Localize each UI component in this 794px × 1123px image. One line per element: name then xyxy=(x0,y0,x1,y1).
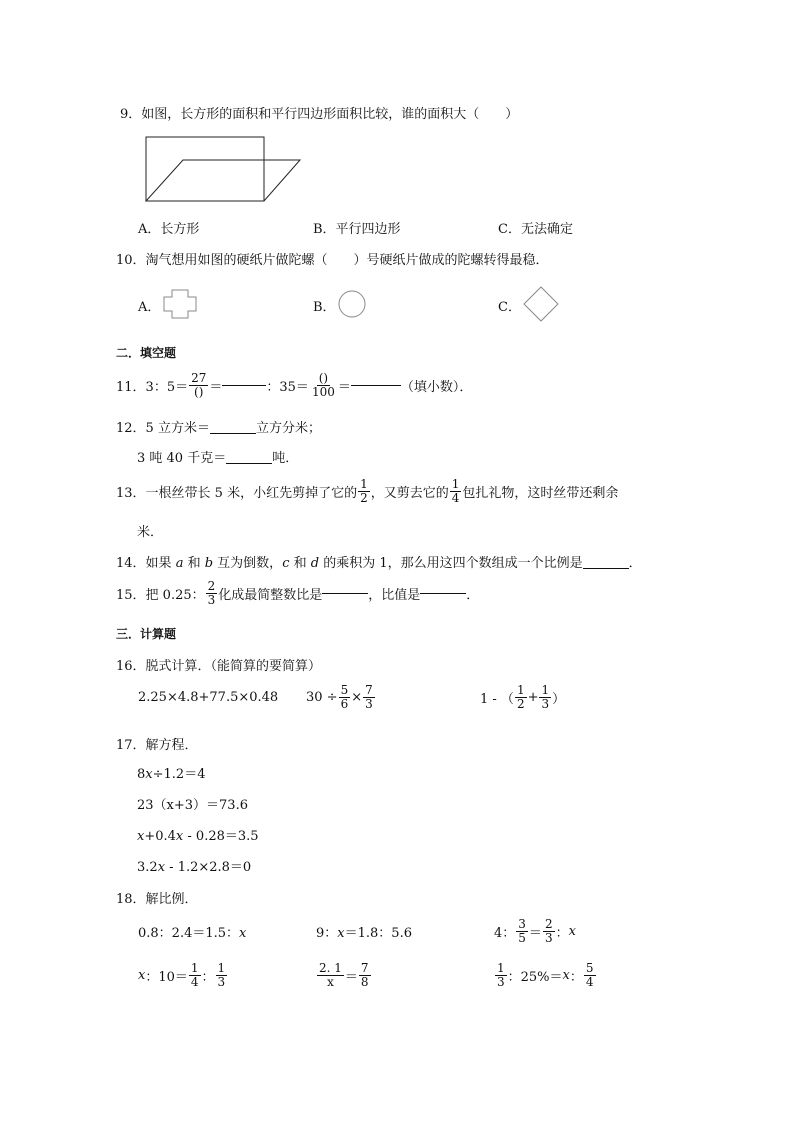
q10-option-a[interactable]: A． xyxy=(138,300,161,315)
q15-fraction: $\frac{2}{3}$ xyxy=(207,579,216,607)
q10-option-c[interactable]: C． xyxy=(498,300,521,315)
q17-equation-3: x+0.4x - 0.28＝3.5 xyxy=(137,829,259,844)
section-fill-blanks-heading: 二．填空题 xyxy=(116,346,177,360)
q10-text: 10．淘气想用如图的硬纸片做陀螺（ ）号硬纸片做成的陀螺转得最稳． xyxy=(116,253,549,268)
q12-blank-2[interactable] xyxy=(226,462,272,464)
q14: 14．如果 a 和 b 互为倒数，c 和 d 的乘积为 1，那么用这四个数组成一个比例是 ． xyxy=(116,556,642,571)
q18-text: 18．解比例． xyxy=(116,892,198,907)
q17-text: 17．解方程． xyxy=(116,738,198,753)
q13-fraction-1: $\frac{1}{2}$ xyxy=(360,477,368,505)
q18-proportion-3: 4： $\frac{3}{5}$ ＝ $\frac{2}{3}$ ： x xyxy=(494,917,576,945)
section-calculation-heading: 三．计算题 xyxy=(116,627,177,641)
q9-option-b[interactable]: B．平行四边形 xyxy=(313,222,401,237)
q17-equation-1: 8x÷1.2＝4 xyxy=(137,767,206,782)
q13-fraction-2: $\frac{1}{4}$ xyxy=(451,477,460,505)
q11-blank-1[interactable] xyxy=(222,384,266,386)
q9-option-a[interactable]: A．长方形 xyxy=(138,222,200,237)
q16-expr-1: 2.25×4.8+77.5×0.48 xyxy=(138,690,279,705)
q18-proportion-4: x ：10＝ $\frac{1}{4}$ ： $\frac{1}{3}$ xyxy=(138,961,226,989)
q17-equation-4: 3.2x - 1.2×2.8＝0 xyxy=(137,860,252,875)
q11-fraction-2: $\frac{()}{100}$ xyxy=(311,371,335,399)
q11-prefix: 11．3：5＝ xyxy=(116,379,189,395)
q15-blank-1[interactable] xyxy=(322,592,368,594)
q18-proportion-5: $\frac{2. 1}{x}$ ＝ $\frac{7}{8}$ xyxy=(319,961,369,989)
q10-option-b[interactable]: B． xyxy=(313,300,336,315)
q11: 11．3：5＝ $\frac{27}{()}$ ＝ ：35＝ $\frac{()}{100}$ ＝ （填小数）． xyxy=(116,371,473,399)
q15-blank-2[interactable] xyxy=(420,592,466,594)
q16-expr-2: 30 ÷ $\frac{5}{6}$ × $\frac{7}{3}$ xyxy=(306,683,373,711)
q13-line-2: 米． xyxy=(137,525,164,540)
q12-blank-1[interactable] xyxy=(210,432,256,434)
q18-proportion-6: $\frac{1}{3}$ ：25%＝ x ： $\frac{5}{4}$ xyxy=(497,961,594,989)
q14-blank[interactable] xyxy=(583,567,629,569)
q18-proportion-2: 9：x＝1.8：5.6 xyxy=(316,926,412,941)
q9-text: 9．如图，长方形的面积和平行四边形面积比较，谁的面积大（ ） xyxy=(120,107,519,122)
q17-equation-2: 23（x+3）＝73.6 xyxy=(137,798,248,813)
q12-line-1: 12．5 立方米＝ 立方分米； xyxy=(116,421,321,436)
q16-text: 16．脱式计算．（能简算的要简算） xyxy=(116,659,322,674)
q18-proportion-1: 0.8：2.4＝1.5：x xyxy=(138,926,247,941)
q15: 15．把 0.25： $\frac{2}{3}$ 化成最简整数比是 ，比值是 ． xyxy=(116,579,480,607)
q13: 13．一根丝带长 5 米，小红先剪掉了它的 $\frac{1}{2}$ ，又剪去它的 $\frac{1}{4}$ 包扎礼物，这时丝带还剩余 xyxy=(116,477,619,505)
q12-line-2: 3 吨 40 千克＝ 吨． xyxy=(137,451,299,466)
q11-fraction-1: $\frac{27}{()}$ xyxy=(191,371,207,399)
q11-blank-2[interactable] xyxy=(351,384,401,386)
q9-option-c[interactable]: C．无法确定 xyxy=(498,222,573,237)
q16-expr-3: 1 - （ $\frac{1}{2}$ + $\frac{1}{3}$ ） xyxy=(480,683,566,711)
